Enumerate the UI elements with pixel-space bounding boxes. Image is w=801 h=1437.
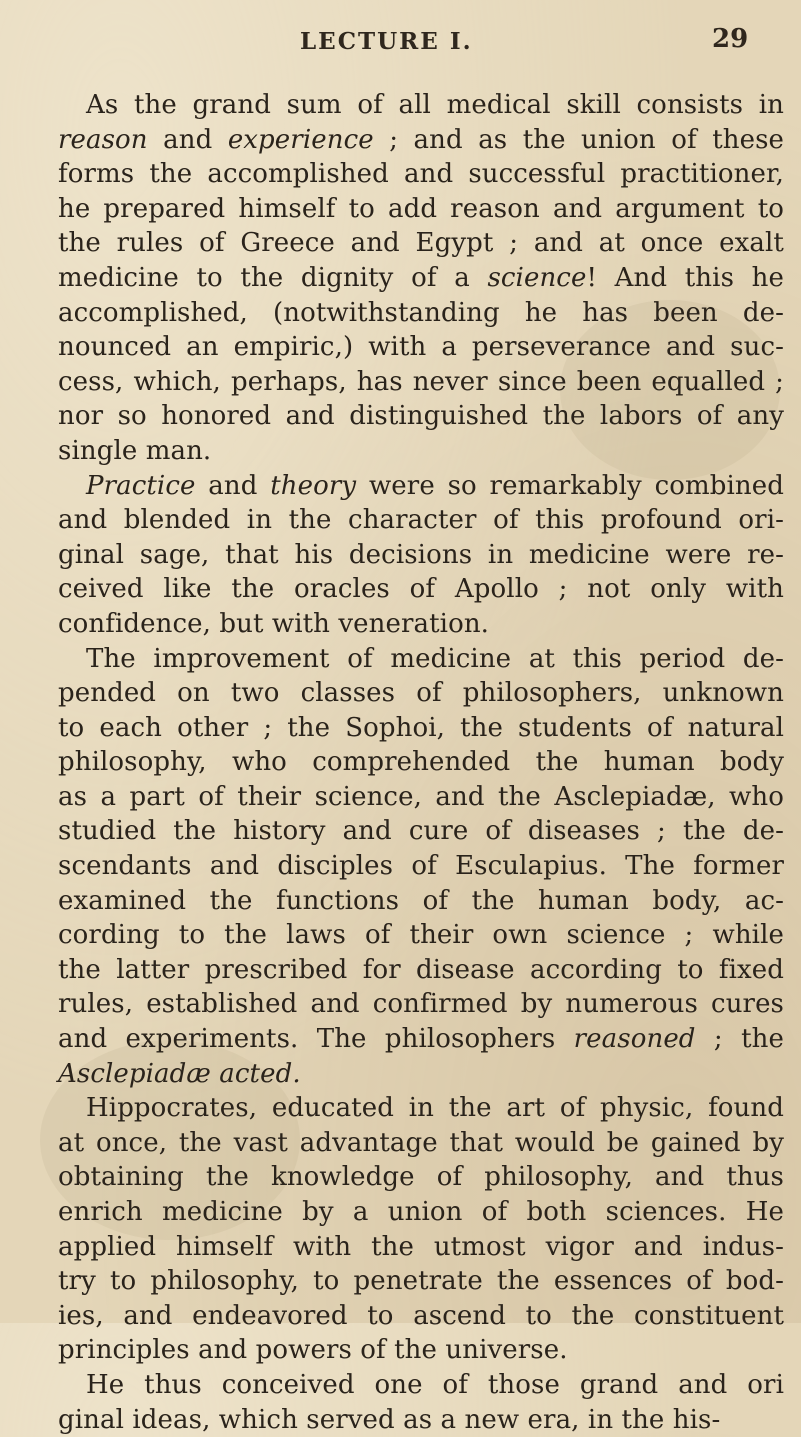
text-run: accomplished, (notwithstanding he has been de- — [58, 297, 784, 328]
text-run: studied the history and cure of diseases ; the de- — [58, 816, 784, 847]
text-line — [58, 261, 784, 296]
text-line — [58, 814, 784, 849]
text-run: obtaining the knowledge of philosophy, and thus — [58, 1162, 784, 1193]
text-run: at once, the vast advantage that would be gained by — [58, 1127, 784, 1158]
text-run: the latter prescribed for disease according to fixed — [58, 954, 784, 985]
text-run: philosophy, who comprehended the human body — [58, 747, 784, 778]
text-line — [58, 157, 784, 192]
text-line — [58, 1403, 784, 1437]
text-run: ! And this he — [586, 262, 784, 293]
text-line — [58, 365, 784, 400]
text-run: try to philosophy, to penetrate the essences of bod- — [58, 1266, 784, 1297]
text-run: and — [147, 124, 228, 155]
text-line — [58, 607, 784, 642]
italic-text: science — [487, 262, 587, 293]
text-run: cess, which, perhaps, has never since been equalled ; — [58, 366, 784, 397]
italic-text: Practice — [86, 470, 196, 501]
text-run: rules, established and confirmed by numerous cures — [58, 989, 784, 1020]
text-run: enrich medicine by a union of both sciences. He — [58, 1197, 784, 1227]
italic-text: reasoned — [573, 1024, 696, 1055]
text-run: the rules of Greece and Egypt ; and at once exalt — [58, 228, 784, 259]
italic-text: Asclepiadæ acted. — [58, 1058, 301, 1089]
text-run: examined the functions of the human body, ac- — [58, 885, 784, 916]
text-run: single man. — [58, 435, 212, 466]
text-run: principles and powers of the universe. — [58, 1335, 568, 1366]
text-line — [58, 434, 784, 469]
text-line — [58, 1264, 784, 1299]
text-line — [58, 1299, 784, 1334]
text-run: ginal sage, that his decisions in medicine were re- — [58, 539, 784, 570]
text-line — [58, 572, 784, 607]
text-line — [58, 88, 784, 123]
text-line — [58, 538, 784, 573]
text-line — [58, 953, 784, 988]
text-run: He thus conceived one of those grand and ori — [86, 1369, 784, 1400]
text-line — [58, 1057, 784, 1092]
text-line — [58, 1126, 784, 1161]
text-line — [58, 745, 784, 780]
text-line — [58, 123, 784, 158]
text-line — [58, 918, 784, 953]
text-run: and — [195, 470, 271, 501]
text-run: ies, and endeavored to ascend to the constituent — [58, 1300, 784, 1331]
text-run: were so remarkably combined — [356, 470, 785, 501]
text-run: medicine to the dignity of a — [58, 262, 488, 293]
text-line — [58, 399, 784, 434]
text-run: he prepared himself to add reason and argument to — [58, 193, 784, 224]
text-line — [58, 1230, 784, 1265]
text-run: confidence, but with veneration. — [58, 608, 490, 639]
text-line — [58, 503, 784, 538]
text-run: ginal ideas, which served as a new era, in the his- — [58, 1404, 721, 1435]
text-line — [58, 330, 784, 365]
text-run: pended on two classes of philosophers, unknown — [58, 678, 784, 709]
text-line — [58, 676, 784, 711]
text-run: The improvement of medicine at this period de- — [86, 643, 784, 674]
text-run: Hippocrates, educated in the art of physic, found — [86, 1093, 784, 1124]
text-line — [58, 780, 784, 815]
text-line — [58, 1195, 784, 1230]
text-run: and blended in the character of this profound ori- — [58, 505, 784, 536]
text-run: cording to the laws of their own science ; while — [58, 920, 784, 951]
text-line — [58, 192, 784, 227]
text-run: ; and as the union of these — [373, 124, 784, 155]
text-line — [58, 226, 784, 261]
text-run: ceived like the oracles of Apollo ; not only with — [58, 574, 784, 605]
text-run: as a part of their science, and the Asclepiadæ, who — [58, 781, 784, 812]
text-run: scendants and disciples of Esculapius. The former — [58, 851, 784, 882]
text-line — [58, 469, 784, 504]
text-line — [58, 711, 784, 746]
text-line — [58, 1333, 784, 1368]
text-run: nounced an empiric,) with a perseverance and suc- — [58, 332, 784, 363]
text-run: forms the accomplished and successful practitioner, — [58, 159, 784, 190]
page-number: 29 — [712, 24, 749, 54]
italic-text: reason — [58, 124, 148, 155]
text-line — [58, 884, 784, 919]
text-line — [58, 987, 784, 1022]
text-line — [58, 1160, 784, 1195]
text-run: to each other ; the Sophoi, the students of natural — [58, 712, 784, 743]
text-line — [58, 1368, 784, 1403]
text-line — [58, 296, 784, 331]
text-run: nor so honored and distinguished the labors of any — [58, 401, 784, 432]
text-line — [58, 642, 784, 677]
text-run: applied himself with the utmost vigor and indus- — [58, 1231, 784, 1262]
running-head — [0, 8, 801, 68]
text-line — [58, 849, 784, 884]
running-head-title: LECTURE I. — [300, 28, 473, 55]
text-run: and experiments. The philosophers — [58, 1024, 574, 1055]
italic-text: experience — [227, 124, 374, 155]
text-line — [58, 1091, 784, 1126]
italic-text: theory — [270, 470, 357, 501]
text-run: ; the — [695, 1024, 784, 1055]
text-run: As the grand sum of all medical skill consists in — [86, 90, 784, 120]
text-line — [58, 1022, 784, 1057]
body-text — [58, 88, 784, 1437]
